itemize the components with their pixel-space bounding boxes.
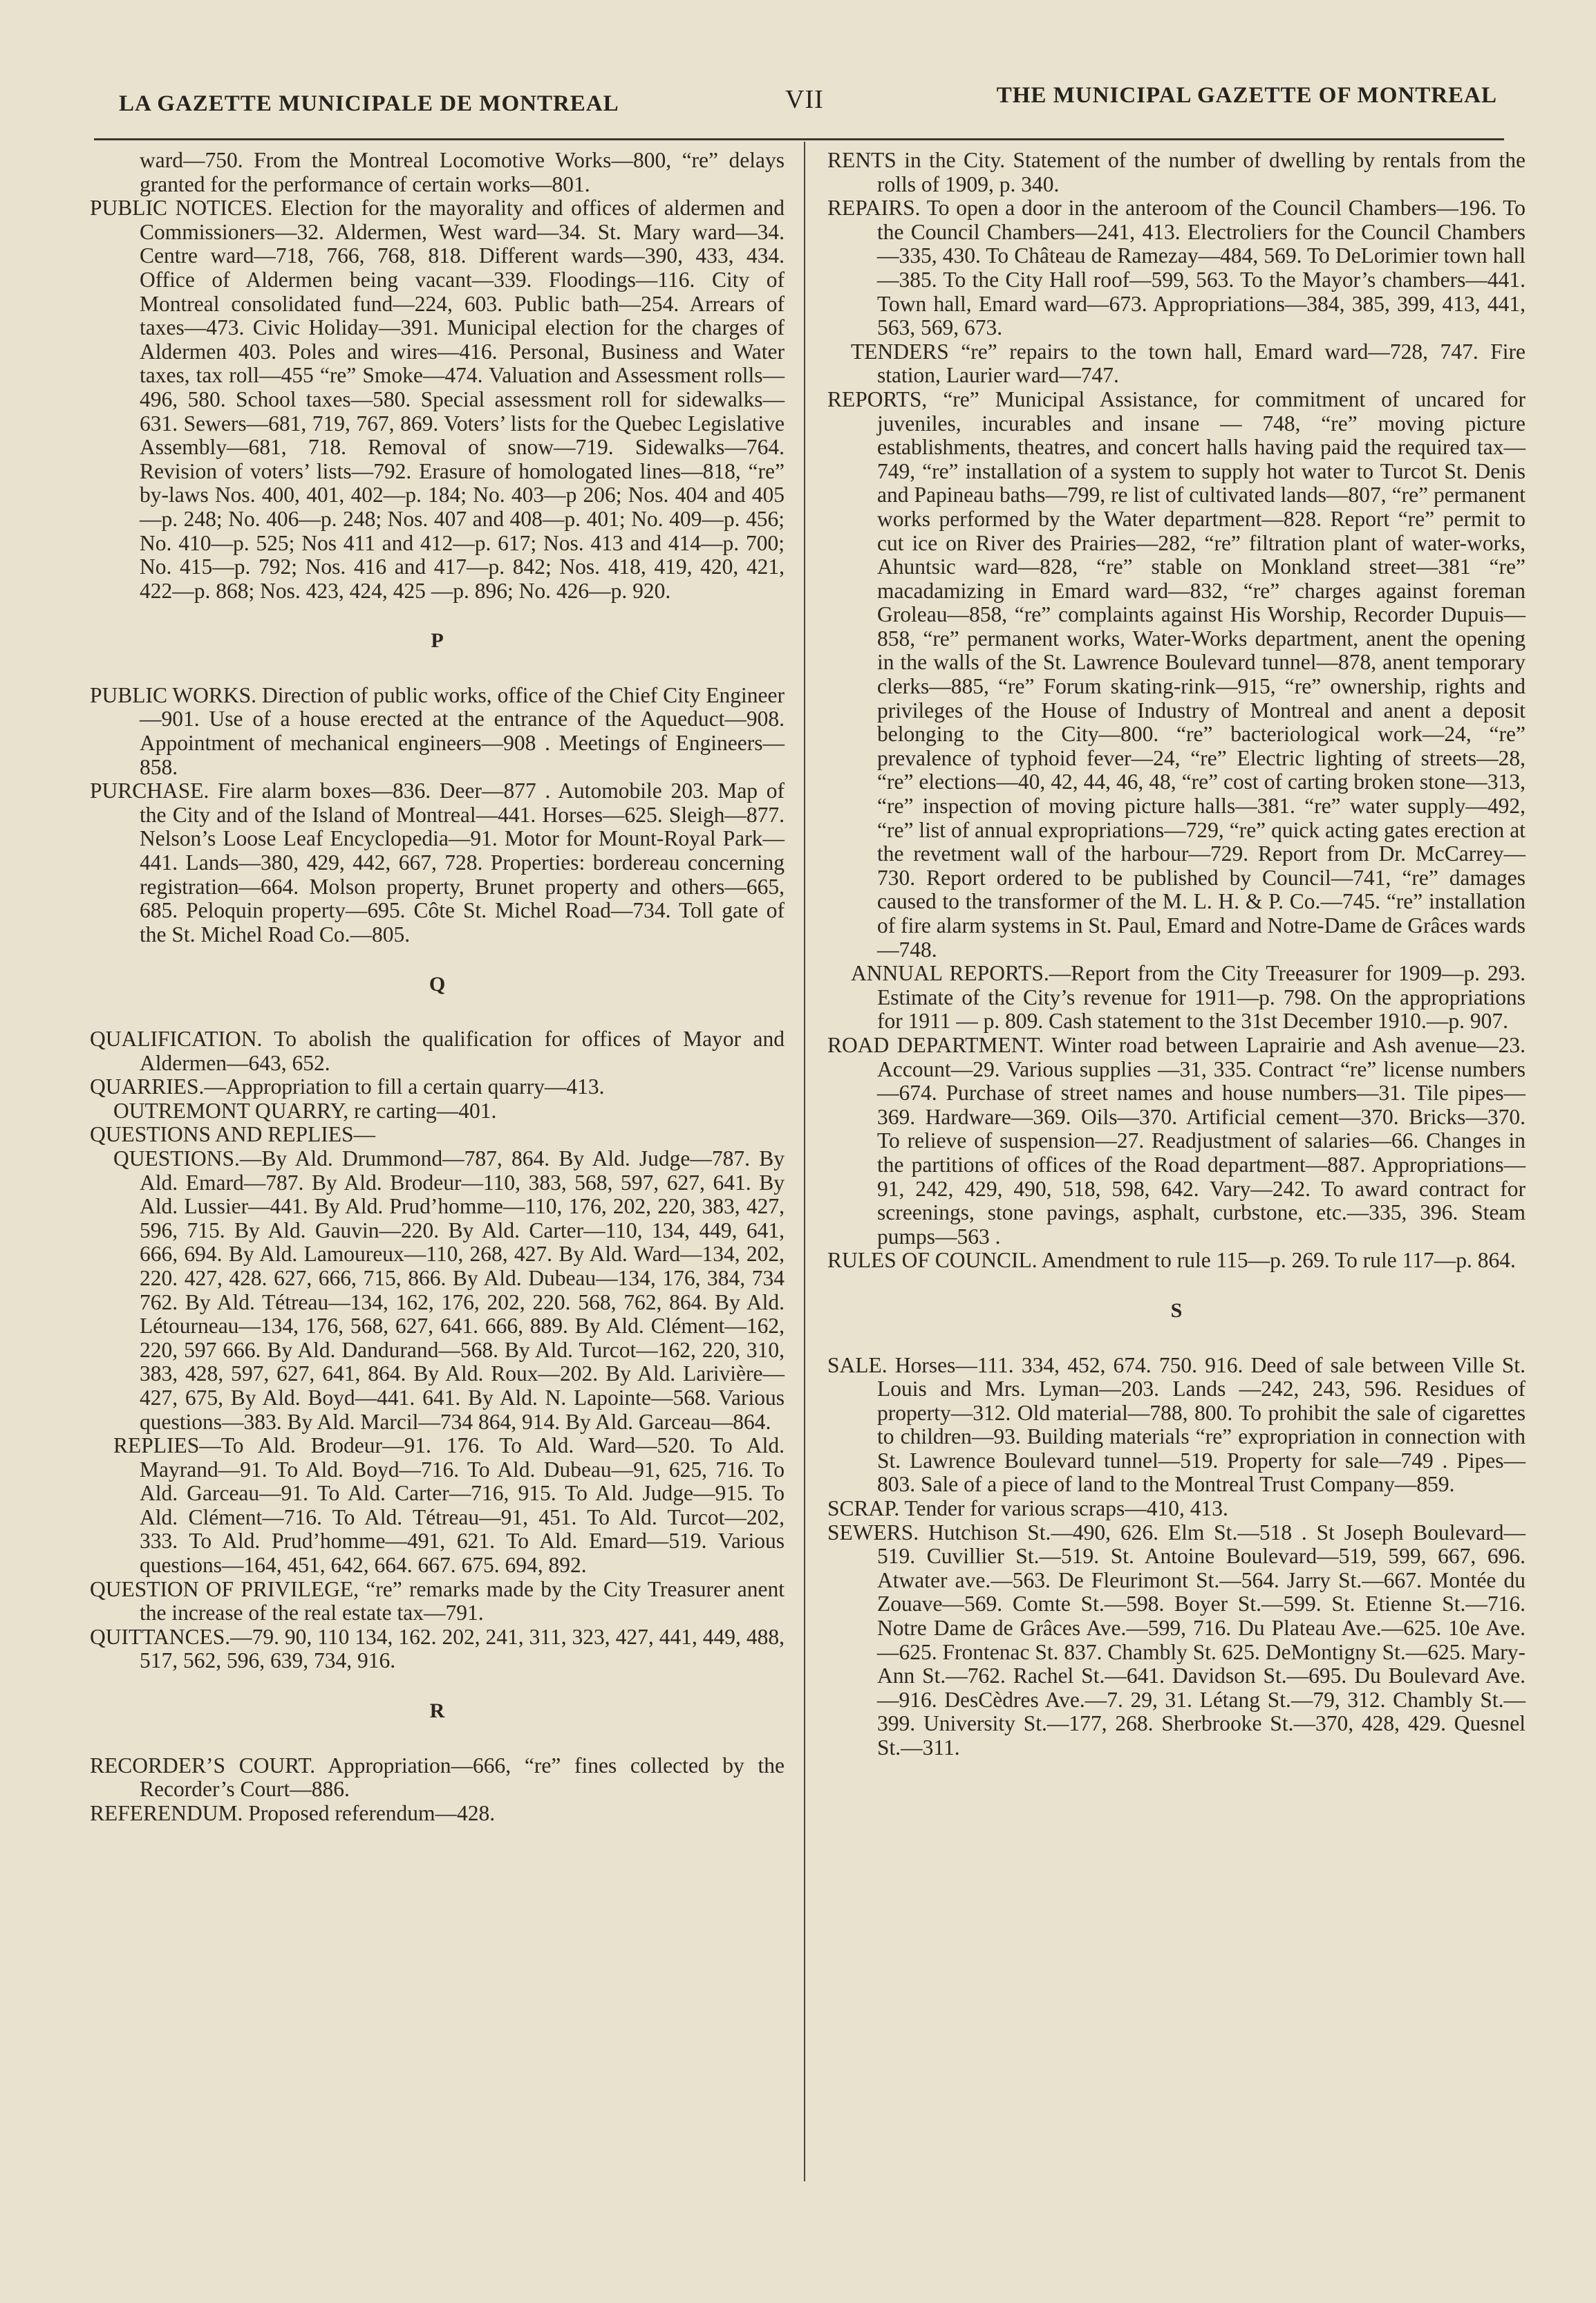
section-letter: S bbox=[1170, 1298, 1183, 1322]
index-entry: PUBLIC WORKS. Direction of public works, office of the Chief City Engineer—901. Use of a house erected at the entrance of the Aqueduct—908. Appointment of mechanical engineers—908 . Meetings of Engineers—858. bbox=[90, 682, 785, 779]
section-letter: P bbox=[431, 629, 444, 653]
index-entry: QUESTION OF PRIVILEGE, “re” remarks made by the City Treasurer anent the increase of the real estate tax—791. bbox=[90, 1576, 785, 1625]
page-header bbox=[94, 77, 1497, 126]
section-letter: R bbox=[429, 1699, 445, 1723]
index-entry: RENTS in the City. Statement of the number of dwelling by rentals from the rolls of 1909, p. 340. bbox=[827, 148, 1525, 196]
header-rule bbox=[94, 138, 1504, 140]
index-entry: REPLIES—To Ald. Brodeur—91. 176. To Ald. Ward—520. To Ald. Mayrand—91. To Ald. Boyd—716. To Ald. Dubeau—91, 625, 716. To Ald. Garceau—91. To Ald. Carter—716, 915. To Ald. Judge—915. To Ald. Clément—716. To Ald. Tétreau—91, 451. To Ald. Turcot—202, 333. To Ald. Prud’homme—491, 621. To Ald. Emard—519. Various questions—164, 451, 642, 664. 667. 675. 694, 892. bbox=[113, 1433, 785, 1578]
index-entry: QUESTIONS.—By Ald. Drummond—787, 864. By Ald. Judge—787. By Ald. Emard—787. By Ald. Brodeur—110, 383, 568, 597, 627, 641. By Ald. Lussier—441. By Ald. Prud’homme—110, 176, 202, 220, 383, 427, 596, 715. By Ald. Gauvin—220. By Ald. Carter—110, 134, 449, 641, 666, 694. By Ald. Lamoureux—110, 268, 427. By Ald. Ward—134, 202, 220. 427, 428. 627, 666, 715, 866. By Ald. Dubeau—134, 176, 384, 734 762. By Ald. Tétreau—134, 162, 176, 202, 220. 568, 762, 864. By Ald. Létourneau—134, 176, 568, 627, 641. 666, 889. By Ald. Clément—162, 220, 597 666. By Ald. Dandurand—568. By Ald. Turcot—162, 220, 310, 383, 428, 597, 627, 641, 864. By Ald. Roux—202. By Ald. Larivière—427, 675, By Ald. Boyd—441. 641. By Ald. N. Lapointe—568. Various questions—383. By Ald. Marcil—734 864, 914. By Ald. Garceau—864. bbox=[113, 1146, 785, 1434]
index-entry: REFERENDUM. Proposed referendum—428. bbox=[90, 1800, 496, 1825]
index-entry: QUARRIES.—Appropriation to fill a certain quarry—413. bbox=[90, 1074, 605, 1099]
index-entry: REPORTS, “re” Municipal Assistance, for commitment of uncared for juveniles, incurables and insane — 748, “re” moving picture establishments, theatres, and concert halls having paid the required tax—749, “re” installation of a system to supply hot water to Turcot St. Denis and Papineau baths—799, re list of cultivated lands—807, “re” permanent works performed by the Water department—828. Report “re” permit to cut ice on River des Prairies—282, “re” filtration plant of water-works, Ahuntsic ward—828, “re” stable on Monkland street—381 “re” macadamizing in Emard ward—832, “re” charges against foreman Groleau—858, “re” complaints against His Worship, Recorder Dupuis—858, “re” permanent works, Water-Works department, anent the opening in the walls of the St. Lawrence Boulevard tunnel—878, anent temporary clerks—885, “re” Forum skating-rink—915, “re” ownership, rights and privileges of the House of Industry of Montreal and anent a deposit belonging to the City—800. “re” bacteriological work—24, “re” prevalence of typhoid fever—24, “re” Electric lighting of streets—28, “re” elections—40, 42, 44, 46, 48, “re” cost of carting broken stone—313, “re” inspection of moving picture halls—381. “re” water supply—492, “re” list of annual expropriations—729, “re” quick acting gates erection at the revetment wall of the harbour—729. Report from Dr. McCarrey—730. Report ordered to be published by Council—741, “re” damages caused to the transformer of the M. L. H. & P. Co.—745. “re” installation of fire alarm systems in St. Paul, Emard and Notre-Dame de Grâces wards—748. bbox=[827, 386, 1525, 962]
index-entry: TENDERS “re” repairs to the town hall, Emard ward—728, 747. Fire station, Laurier ward—747. bbox=[851, 339, 1525, 388]
header-french-title: LA GAZETTE MUNICIPALE DE MONTREAL bbox=[119, 91, 619, 116]
index-entry: QUITTANCES.—79. 90, 110 134, 162. 202, 241, 311, 323, 427, 441, 449, 488, 517, 562, 596, 639, 734, 916. bbox=[90, 1624, 785, 1673]
left-column bbox=[90, 149, 785, 1825]
index-entry: OUTREMONT QUARRY, re carting—401. bbox=[113, 1098, 497, 1123]
index-entry: QUALIFICATION. To abolish the qualification for offices of Mayor and Aldermen—643, 652. bbox=[90, 1027, 785, 1075]
index-entry: ANNUAL REPORTS.—Report from the City Treeasurer for 1909—p. 293. Estimate of the City’s revenue for 1911—p. 798. On the appropriations for 1911 — p. 809. Cash statement to the 31st December 1910.—p. 907. bbox=[851, 961, 1525, 1034]
index-entry: QUESTIONS AND REPLIES— bbox=[90, 1122, 376, 1147]
section-letter: Q bbox=[429, 973, 446, 996]
page-number: VII bbox=[785, 85, 824, 114]
index-entry: ROAD DEPARTMENT. Winter road between Laprairie and Ash avenue—23. Account—29. Various supplies —31, 335. Contract “re” license numbers—674. Purchase of street names and house numbers—31. Tile pipes—369. Hardware—369. Oils—370. Artificial cement—370. Bricks—370. To relieve of suspension—27. Readjustment of salaries—66. Changes in the partitions of offices of the Road department—887. Appropriations—91, 242, 429, 490, 518, 598, 642. Vary—242. To award contract for screenings, stone pavings, asphalt, curbstone, etc.—335, 396. Steam pumps—563 . bbox=[827, 1032, 1525, 1249]
index-entry: PUBLIC NOTICES. Election for the mayorality and offices of aldermen and Commissioners—32. Aldermen, West ward—34. St. Mary ward—34. Centre ward—718, 766, 768, 818. Different wards—390, 433, 434. Office of Aldermen being vacant—339. Floodings—116. City of Montreal consolidated fund—224, 603. Public bath—254. Arrears of taxes—473. Civic Holiday—391. Municipal election for the charges of Aldermen 403. Poles and wires—416. Personal, Business and Water taxes, tax roll—455 “re” Smoke—474. Valuation and Assessment rolls—496, 580. School taxes—580. Special assessment roll for sidewalks—631. Sewers—681, 719, 767, 869. Voters’ lists for the Quebec Legislative Assembly—681, 718. Removal of snow—719. Sidewalks—764. Revision of voters’ lists—792. Erasure of homologated lines—818, “re” by-laws Nos. 400, 401, 402—p. 184; No. 403—p 206; Nos. 404 and 405—p. 248; No. 406—p. 248; Nos. 407 and 408—p. 401; No. 409—p. 456; No. 410—p. 525; Nos 411 and 412—p. 617; Nos. 413 and 414—p. 700; No. 415—p. 792; Nos. 416 and 417—p. 842; Nos. 418, 419, 420, 421, 422—p. 868; Nos. 423, 424, 425 —p. 896; No. 426—p. 920. bbox=[90, 196, 785, 603]
index-entry: SEWERS. Hutchison St.—490, 626. Elm St.—518 . St Joseph Boulevard—519. Cuvillier St.—519. St. Antoine Boulevard—519, 599, 667, 696. Atwater ave.—563. De Fleurimont St.—564. Jarry St.—667. Montée du Zouave—569. Comte St.—598. Boyer St.—599. St. Etienne St.—716. Notre Dame de Grâces Ave.—599, 716. Du Plateau Ave.—625. 10e Ave.—625. Frontenac St. 837. Chambly St. 625. DeMontigny St.—625. Mary-Ann St.—762. Rachel St.—641. Davidson St.—695. Du Boulevard Ave.—916. DesCèdres Ave.—7. 29, 31. Létang St.—79, 312. Chambly St.—399. University St.—177, 268. Sherbrooke St.—370, 428, 429. Quesnel St.—311. bbox=[827, 1520, 1525, 1760]
index-entry: SCRAP. Tender for various scraps—410, 413. bbox=[827, 1496, 1228, 1521]
index-entry: RULES OF COUNCIL. Amendment to rule 115—p. 269. To rule 117—p. 864. bbox=[827, 1248, 1516, 1273]
index-entry: ward—750. From the Montreal Locomotive Works—800, “re” delays granted for the performance of certain works—801. bbox=[140, 148, 785, 196]
index-entry: REPAIRS. To open a door in the anteroom of the Council Chambers—196. To the Council Chambers—241, 413. Electroliers for the Council Chambers—335, 430. To Château de Ramezay—484, 569. To DeLorimier town hall—385. To the City Hall roof—599, 563. To the Mayor’s chambers—441. Town hall, Emard ward—673. Appropriations—384, 385, 399, 413, 441, 563, 569, 673. bbox=[827, 196, 1525, 340]
index-entry: SALE. Horses—111. 334, 452, 674. 750. 916. Deed of sale between Ville St. Louis and Mrs. Lyman—203. Lands —242, 243, 596. Residues of property—312. Old material—788, 800. To prohibit the sale of cigarettes to children—93. Building materials “re” expropriation in connection with St. Lawrence Boulevard tunnel—519. Property for sale—749 . Pipes—803. Sale of a piece of land to the Montreal Trust Company—859. bbox=[827, 1352, 1525, 1497]
right-column bbox=[827, 149, 1525, 1760]
column-divider bbox=[804, 142, 805, 2181]
header-english-title: THE MUNICIPAL GAZETTE OF MONTREAL bbox=[996, 83, 1497, 108]
index-entry: PURCHASE. Fire alarm boxes—836. Deer—877 . Automobile 203. Map of the City and of the Island of Montreal—441. Horses—625. Sleigh—877. Nelson’s Loose Leaf Encyclopedia—91. Motor for Mount-Royal Park—441. Lands—380, 429, 442, 667, 728. Properties: bordereau concerning registration—664. Molson property, Brunet property and others—665, 685. Peloquin property—695. Côte St. Michel Road—734. Toll gate of the St. Michel Road Co.—805. bbox=[90, 778, 785, 947]
index-entry: RECORDER’S COURT. Appropriation—666, “re” fines collected by the Recorder’s Court—886. bbox=[90, 1753, 785, 1802]
